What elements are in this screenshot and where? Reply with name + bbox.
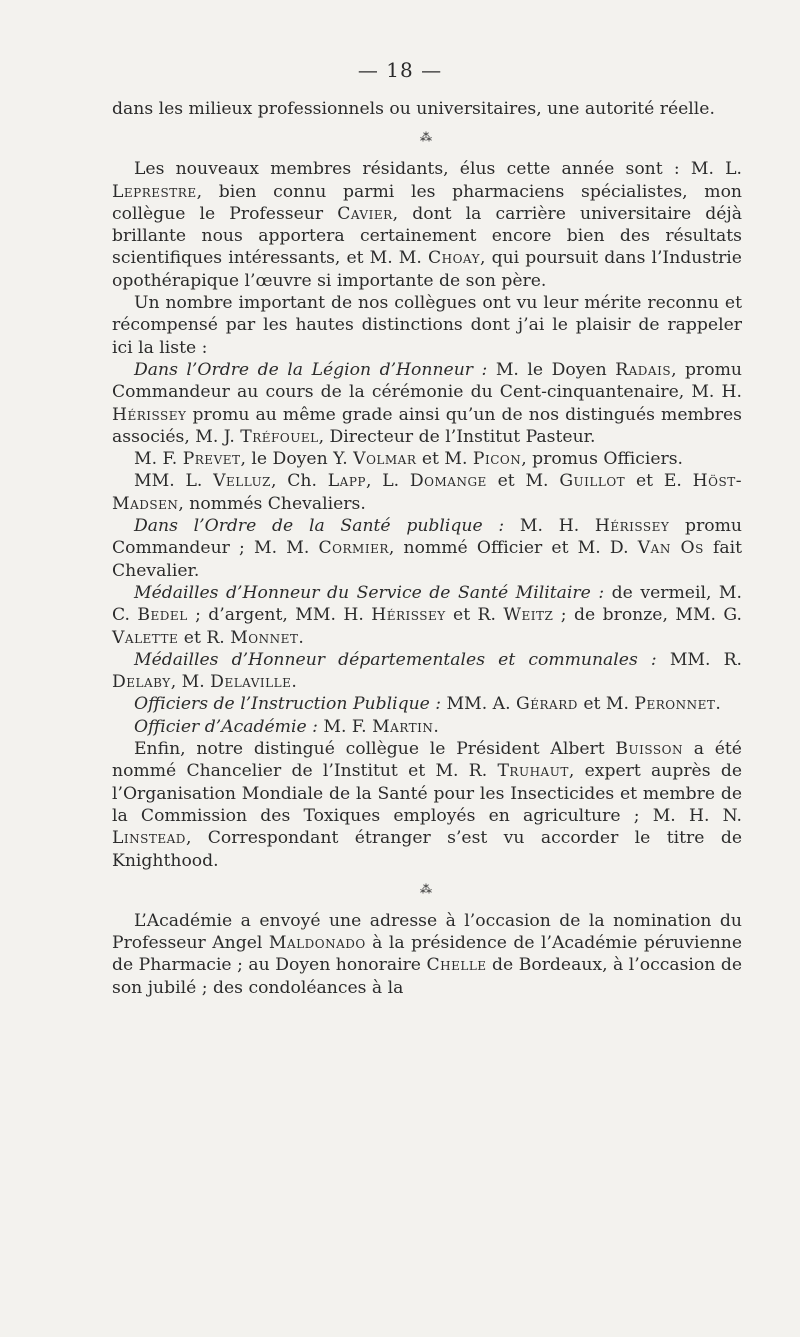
paragraph-legion-honneur: Dans l’Ordre de la Légion d’Honneur : M. le Doyen Radais, promu Commandeur au cours de la cérémonie du Cent-cinquantenaire, M. H. Hérissey promu au même grade ainsi qu’un de nos distingués membres associés, M. J. Tréfouel, Directeur de l’Institut Pasteur. bbox=[112, 359, 742, 447]
asterism-separator: ⁂ bbox=[420, 881, 434, 896]
asterism-separator: ⁂ bbox=[420, 130, 434, 145]
paragraph-chevaliers: MM. L. Velluz, Ch. Lapp, L. Domange et M. Guillot et E. Höst-Madsen, nommés Chevaliers. bbox=[112, 471, 742, 514]
paragraph-adresse: L’Académie a envoyé une adresse à l’occasion de la nomination du Professeur Angel Maldonado à la présidence de l’Académie péruvienne de Pharmacie ; au Doyen honoraire Chelle de Bordeaux, à l’occasion de son jubilé ; des condoléances à la bbox=[112, 910, 743, 998]
paragraph-officiers: M. F. Prevet, le Doyen Y. Volmar et M. Picon, promus Officiers. bbox=[134, 449, 683, 470]
body-text bbox=[112, 98, 742, 999]
paragraph-distinctions-intro: Un nombre important de nos collègues ont vu leur mérite reconnu et récompensé par les hautes distinctions dont j’ai le plaisir de rappeler ici la liste : bbox=[112, 293, 742, 358]
paragraph-academie: Officier d’Académie : M. F. Martin. bbox=[134, 716, 439, 737]
paragraph: dans les milieux professionnels ou universitaires, une autorité réelle. bbox=[112, 99, 715, 119]
paragraph-enfin: Enfin, notre distingué collègue le Président Albert Buisson a été nommé Chancelier de l’Institut et M. R. Truhaut, expert auprès de l’Organisation Mondiale de la Santé pour les Insecticides et membre de la Commission des Toxiques employés en agriculture ; M. H. N. Linstead, Correspondant étranger s’est vu accorder le titre de Knighthood. bbox=[112, 739, 742, 871]
paragraph-new-members: Les nouveaux membres résidants, élus cette année sont : M. L. Leprestre, bien connu parmi les pharmaciens spécialistes, mon collègue le Professeur Cavier, dont la carrière universitaire déjà brillante nous apportera certainement encore bien des résultats scientifiques intéressants, et M. M. Choay, qui poursuit dans l’Industrie opothérapique l’œuvre si importante de son père. bbox=[112, 159, 742, 291]
paragraph-instruction-publique: Officiers de l’Instruction Publique : MM. A. Gérard et M. Peronnet. bbox=[134, 694, 721, 715]
paragraph-medailles-communales: Médailles d’Honneur départementales et communales : MM. R. Delaby, M. Delaville. bbox=[112, 649, 742, 693]
paragraph-sante-publique: Dans l’Ordre de la Santé publique : M. H. Hérissey promu Commandeur ; M. M. Cormier, nommé Officier et M. D. Van Os fait Chevalier. bbox=[112, 516, 743, 581]
paragraph-sante-militaire: Médailles d’Honneur du Service de Santé Militaire : de vermeil, M. C. Bedel ; d’argent, MM. H. Hérissey et R. Weitz ; de bronze, MM. G. Valette et R. Monnet. bbox=[112, 582, 742, 648]
page-number: — 18 — bbox=[357, 58, 443, 82]
